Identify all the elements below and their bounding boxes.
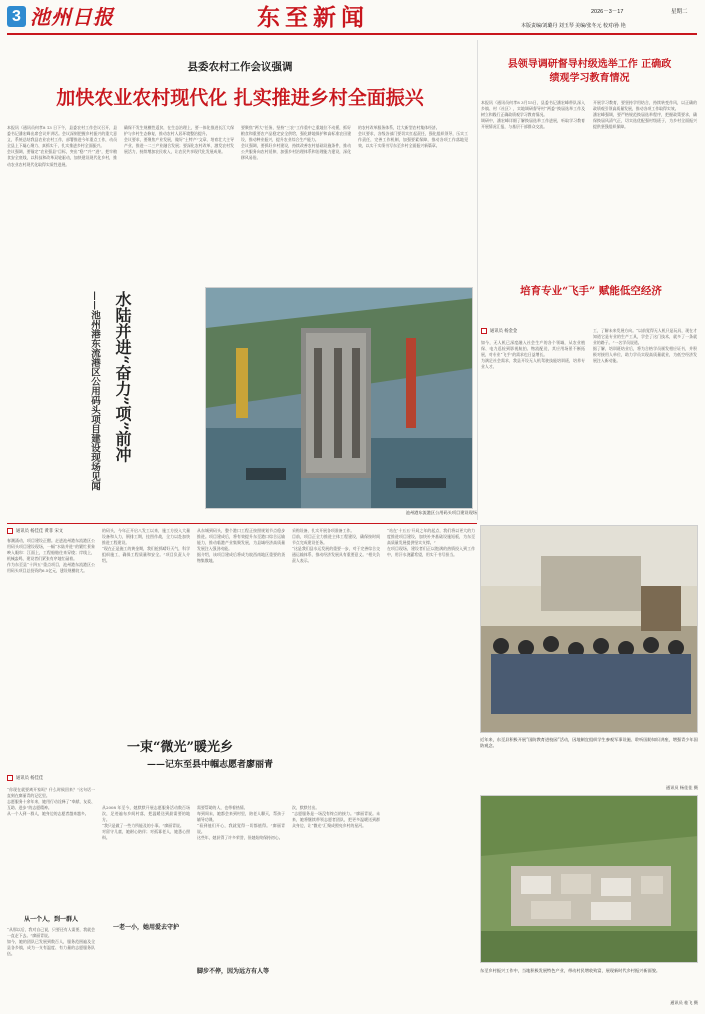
photo-feature (7, 285, 477, 521)
volunteer-subheading-2: 一老一小，她用爱去守护 (112, 924, 179, 931)
photo-caption: 池州港东流港区公用码头项目建设现场 (405, 510, 477, 515)
side-story-politics (481, 40, 698, 280)
byline-marker-icon (7, 775, 13, 781)
volunteer-byline (7, 775, 43, 781)
students-photo-credit: 通讯员 杨佳佳 摄 (666, 785, 698, 790)
page-header (0, 0, 705, 36)
port-story-col-4: 采购设备，扎实开展各项准备工作。 目前，项目正全力推进主体工程建设，确保按时间节点完成建设任务。 “这是我们县水运发展的重要一步，对于完善综合交通运输体系、推动经济发展具有重要意义。”相关负责人表示。 (292, 528, 380, 564)
port-story-col-3: 从东城到码头，整个港口工程正按照规划节点稳步推进。项目建成后，将有效提升东至港口综合运输能力，推动临港产业集聚发展，为县域经济高质量发展注入强劲动能。 据介绍，该项目建成后将成为皖西南地区重要的货物集散地。 (197, 528, 285, 564)
side-story-1-body-b: 开展学习教育，要坚持学用结合，持续转变作风，以正确的政绩观引领高质量发展，推动各项工作取得实效。 潘宏峰强调，要严格规范换届选举程序，把握政策要求，确保换届风清气正，切实选优配强村级班子，为乡村全面振兴提供坚强组织保障。 (593, 100, 697, 130)
port-story-col-5: “站在‘十五五’开局之年的起点，我们将以更大的力度推进项目建设，加快补齐基础设施短板，为东至高质量发展提供坚实支撑。” 在项目现场，建设者们正以饱满的热情投入到工作中，用汗水浇灌希望，用实干书写担当。 (387, 528, 475, 558)
column-divider (477, 40, 478, 520)
volunteer-col-1: “你现在就要离开家吗？什么时候回来？”这句话一直刻在廖丽青的记忆里。 志愿服务十余年来，她用行动诠释了“奉献、友爱、互助、进步”的志愿精神。 从一个人到一群人，她身边的志愿者越来越多。 (7, 787, 95, 817)
port-construction-photo (205, 287, 473, 509)
volunteer-headline: 一束“微光”暖光乡 (127, 740, 233, 755)
side-story-1-body-a: 本报讯（通讯员何孝8 3月15日，县委书记潘宏峰带队深入乡镇、村（社区），实地调研督导村“两委”换届选举工作及树立和践行正确政绩观学习教育情况。 调研中，潘宏峰详细了解换届选举工作进展，听取学习教育开展情况汇报，与基层干部群众交流。 (481, 100, 585, 130)
side-story-2-headline: 培育专业“飞手” 赋能低空经济 (520, 285, 662, 297)
port-story-byline-text: 通讯员 杨佳佳 黄菲 宋文 (16, 529, 64, 534)
volunteer-subheading-3: 脚步不停，因为远方有人等 (197, 968, 270, 975)
lead-body-col-2: 确保不发生规模性返贫，在生态治理上，要一体化推进长江大保护与乡村生态修复，推动农村人居环境整治提升。 会议要求，要聚焦产业发展，做好“土特产”文章，培育壮大主导产业，推进一二三产业融合发展；要深化农村改革，激发农村发展活力，持续增加农民收入，让农民共享现代化发展成果。 (124, 125, 234, 155)
feature-vertical-title: 水陆并进“奋力”项”前冲 (113, 291, 132, 463)
port-construction-photo-art (206, 288, 473, 509)
side-story-2-body-b: 工，了解未来发展方向。“以前觉得无人机只是玩具，现在才知道它是专业的生产工具，学会了这门技术，就多了一条就业的路子。”一名学员说道。 据了解，培训班结业后，将为合格学员颁发相应证书，并积极对接用人单位，助力学员实现高质量就业，为低空经济发展注入新动能。 (593, 328, 697, 364)
lead-body-col-1: 本报讯（通讯员何孝8 13 日下午，县委农村工作会议召开，县委书记潘宏峰出席会议并讲话。会议深刻把握乡村振兴的重大意义，系统总结我县农业农村工作，部署推进今年重点工作，动员全县上下凝心聚力、真抓实干，扎实推进乡村全面振兴。 会议强调，要锚定“农业强县”目标，突出“稳”“兴”“进”，把牢粮食安全底线，以科技和改革双轮驱动，加快建设现代化乡村，推动农业农村现代化取得实质性进展。 (7, 125, 117, 167)
page-number: 3 (12, 8, 21, 25)
students-photo-caption: 近年来，东至县积极开展“国防教育进校园”活动，因地制宜组织学生参观军事设施、聆听国防知识讲座，增强青少年国防观念。 (480, 737, 698, 748)
port-story-byline (7, 528, 63, 534)
village-photo-credit: 通讯员 桂飞 摄 (670, 1000, 698, 1005)
side-story-drones (481, 280, 698, 520)
paper-logo: 池州日报 (30, 5, 114, 29)
volunteer-byline-text: 通讯员 杨佳佳 (16, 776, 44, 781)
students-training-photo-art (481, 526, 698, 733)
volunteer-col-3: 需要帮助的人，也带着热情。 每到周末，她都会来到村里，陪老人聊天，帮孩子辅导功课。 “看到他们开心，我就觉得一切都值得。”廖丽青说。 这些年，她获得了许多荣誉，但她始终保持初心。 (197, 805, 285, 841)
volunteer-subheading-1: 从一个人，到一群人 (23, 916, 78, 923)
village-aerial-photo (480, 795, 698, 963)
village-aerial-photo-art (481, 796, 698, 963)
lead-body-col-3: 要聚焦“两大”任务，坚持“三农”工作重中之重地位不动摇，抓好粮食和重要农产品稳定安全供给，强化耕地保护和高标准农田建设，推动种业振兴，提升农业综合生产能力。 会议强调，要抓好乡村建设，持续改善农村基础设施条件，推动公共服务向农村延伸，加强乡村治理体系和治理能力建设，深化移风易俗。 (241, 125, 351, 161)
lead-kicker: 县委农村工作会议强调 (187, 61, 293, 73)
volunteer-subhead: ——记东至县中帼志愿者廖丽青 (147, 760, 274, 770)
byline-marker-icon (7, 528, 13, 534)
village-photo-caption: 东至乡村振兴工作中，当地积极发展特色产业，带动村民增收致富，展现新时代乡村振兴新面貌。 (480, 968, 661, 973)
issue-date: 2026－3－17 (591, 9, 624, 15)
side-story-2-body-a: 如今，无人机已深度融入社会生产的各个领域，从农业植保、电力巡检到影视航拍、物流配送，其应用场景不断拓展，对专业“飞手”的需求也日益增长。 为满足社会需求，我县开设无人机驾驶技能培训班，培养专业人才。 (481, 340, 585, 370)
editor-credits: 本版责编/刘璐丹 刘玉琴 美编/张冬元 校对/孙 艳 (521, 23, 626, 29)
side-story-1-headline: 县领导调研督导村级选举工作 正确政绩观学习教育情况 (507, 59, 672, 84)
mid-rule (7, 523, 477, 524)
port-story-col-2: 的码头，今年正开启八发工以来，施工方投入大量设备和人力，倒排工期，挂图作战，全力以赴加快推进工程建设。 “现在正是施工的黄金期，我们抢抓晴好天气，科学组织施工，确保工程质量和安全。”项目负责人介绍。 (102, 528, 190, 564)
port-story-col-1: 春潮涌动，项目建设正酣。走进池州港东流港区公用码头项目建设现场，一幅“水陆并进”的繁忙景象映入眼帘：江面上，工程船舶往来穿梭；岸线上，机械轰鸣，建设者们紧张有序地忙碌着。 作为东至县“十四五”重点项目，池州港东流港区公用码头项目总投资约6.5亿元，建设规模较大。 (7, 538, 95, 574)
header-rule (7, 33, 697, 35)
volunteer-col-4: 次，默默付出。 “志愿服务是一场没有终点的接力。”廖丽青说。未来，她将继续带领志愿者团队，把更多温暖送到群众身边，让“微光”汇聚成照亮乡村的星河。 (292, 805, 380, 829)
lead-story (7, 40, 473, 280)
byline-marker-icon (481, 328, 487, 334)
issue-weekday: 星期二 (671, 9, 688, 15)
students-training-photo (480, 525, 698, 733)
section-title: 东至新闻 (257, 4, 369, 31)
volunteer-col-1b: “从那以后，我对自己说，只要还有人需要，我就会一直走下去。”廖丽青说。 如今，她的团队已发展到数百人，服务范围遍及全县各乡镇，成为一支有温度、有力量的志愿服务队伍。 (7, 927, 95, 957)
volunteer-story (7, 735, 477, 1010)
feature-vertical-subtitle: ——池州港东流港区公用码头项目建设现场见闻 (89, 291, 100, 491)
volunteer-col-2: 从2008 年至今，她默默开展志愿服务活动数百场次，足迹遍布乡间村落，把温暖送到最需要的地方。 “我只是做了一些力所能及的小事。”廖丽青说。 对留守儿童，她耐心陪伴；对孤寡老人，她悉心照料。 (102, 805, 190, 841)
lead-headline: 加快农业农村现代化 扎实推进乡村全面振兴 (56, 87, 424, 109)
lead-body-col-4: 的农村改革服务体系，壮大新型农村集体经济。 会议要求，各级各部门要切实扛起责任，强化组织领导，压实工作责任，完善工作机制，加强要素保障，推动各项工作落地见效，以实干实绩书写东至乡村全面振兴新篇章。 (358, 125, 468, 149)
side-story-2-byline (481, 328, 517, 334)
volunteer-col-5-spacer (387, 805, 475, 1005)
port-story (7, 528, 477, 730)
side-story-2-byline-text: 通讯员 杨金金 (490, 329, 518, 334)
